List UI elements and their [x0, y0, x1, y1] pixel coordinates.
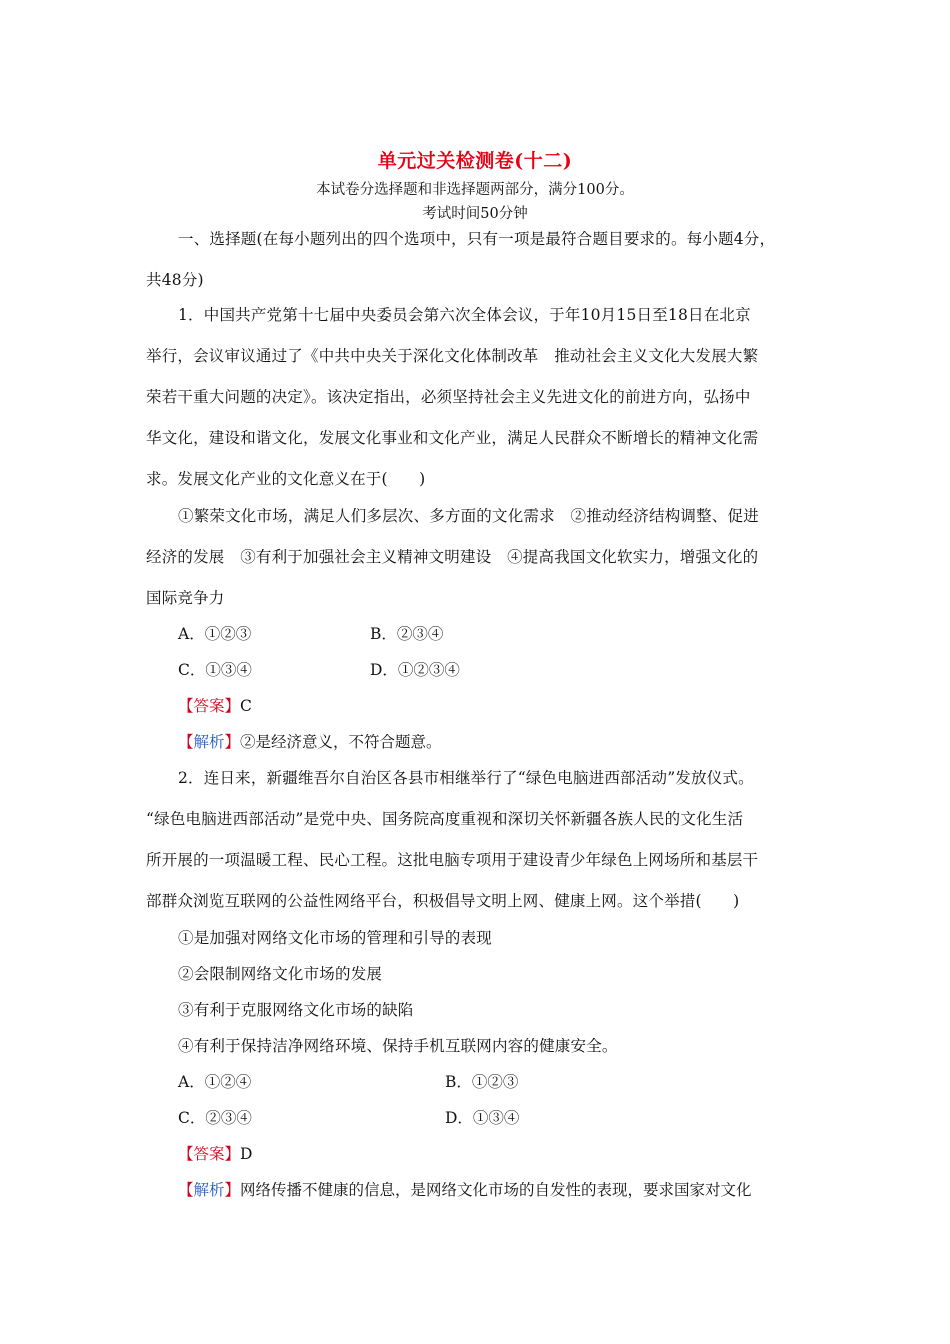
q2-option-c: C．②③④: [178, 1109, 252, 1127]
q1-option-c: C．①③④: [178, 661, 252, 679]
answer-value: C: [240, 697, 252, 715]
answer-label: 答案: [193, 697, 225, 715]
q1-stem-line: 求。发展文化产业的文化意义在于( ): [146, 470, 426, 488]
q2-option-a: A．①②④: [178, 1073, 252, 1091]
page-title: 单元过关检测卷(十二): [377, 150, 573, 172]
q1-option-b: B．②③④: [370, 625, 444, 643]
q1-stem-line: 1．中国共产党第十七届中央委员会第六次全体会议，于年10月15日至18日在北京: [178, 306, 751, 324]
q1-stem-line: 荣若干重大问题的决定》。该决定指出，必须坚持社会主义先进文化的前进方向，弘扬中: [146, 388, 751, 406]
q1-analysis: [178, 730, 442, 752]
q1-option-a: A．①②③: [178, 625, 252, 643]
q2-stem-line: 2．连日来，新疆维吾尔自治区各县市相继举行了“绿色电脑进西部活动”发放仪式。: [178, 769, 754, 787]
answer-value: D: [240, 1145, 253, 1163]
q1-option-d: D．①②③④: [370, 661, 460, 679]
q2-stem-line: 所开展的一项温暖工程、民心工程。这批电脑专项用于建设青少年绿色上网场所和基层干: [146, 851, 759, 869]
q1-item-line: ①繁荣文化市场，满足人们多层次、多方面的文化需求 ②推动经济结构调整、促进: [178, 507, 759, 525]
q1-item-line: 国际竞争力: [146, 589, 225, 607]
q1-item-line: 经济的发展 ③有利于加强社会主义精神文明建设 ④提高我国文化软实力，增强文化的: [146, 548, 759, 566]
analysis-label: 解析: [193, 733, 225, 751]
q2-stem-line: 部群众浏览互联网的公益性网络平台，积极倡导文明上网、健康上网。这个举措( ): [146, 892, 740, 910]
q2-item-line: ③有利于克服网络文化市场的缺陷: [178, 1001, 414, 1019]
exam-time-line: 考试时间50分钟: [422, 206, 528, 222]
answer-label: 答案: [193, 1145, 225, 1163]
analysis-bracket: 】: [224, 733, 241, 751]
answer-bracket: 】: [224, 697, 241, 715]
analysis-text: 网络传播不健康的信息，是网络文化市场的自发性的表现，要求国家对文化: [240, 1181, 752, 1199]
analysis-bracket: 【: [178, 1181, 194, 1199]
q2-analysis: [178, 1178, 752, 1200]
analysis-label: 解析: [193, 1181, 225, 1199]
q2-stem-line: “绿色电脑进西部活动”是党中央、国务院高度重视和深切关怀新疆各族人民的文化生活: [146, 810, 744, 828]
analysis-text: ②是经济意义，不符合题意。: [240, 733, 442, 751]
analysis-bracket: 】: [224, 1181, 241, 1199]
section-heading-line-1: 一、选择题(在每小题列出的四个选项中，只有一项是最符合题目要求的。每小题4分，: [178, 230, 776, 248]
q2-option-b: B．①②③: [445, 1073, 519, 1091]
answer-bracket: 【: [178, 697, 194, 715]
q1-stem-line: 华文化，建设和谐文化，发展文化事业和文化产业，满足人民群众不断增长的精神文化需: [146, 429, 759, 447]
answer-bracket: 【: [178, 1145, 194, 1163]
q2-item-line: ④有利于保持洁净网络环境、保持手机互联网内容的健康安全。: [178, 1037, 618, 1055]
section-heading-line-2: 共48分): [146, 271, 204, 289]
analysis-bracket: 【: [178, 733, 194, 751]
q1-stem-line: 举行，会议审议通过了《中共中央关于深化文化体制改革 推动社会主义文化大发展大繁: [146, 347, 759, 365]
q2-item-line: ②会限制网络文化市场的发展: [178, 965, 383, 983]
answer-bracket: 】: [224, 1145, 241, 1163]
q2-item-line: ①是加强对网络文化市场的管理和引导的表现: [178, 929, 493, 947]
q1-answer: [178, 694, 252, 716]
q2-answer: [178, 1142, 252, 1164]
exam-info-line: 本试卷分选择题和非选择题两部分，满分100分。: [316, 182, 634, 198]
q2-option-d: D．①③④: [445, 1109, 520, 1127]
